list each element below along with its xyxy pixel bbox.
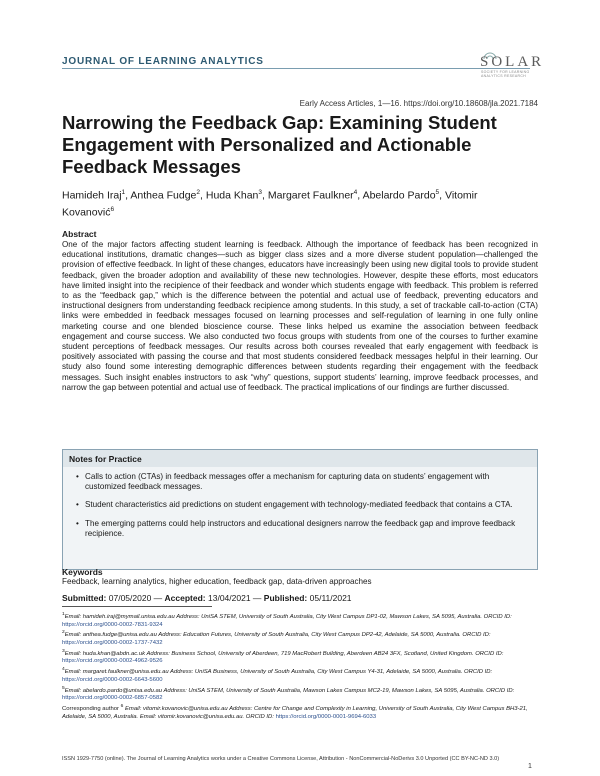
orcid-link[interactable]: https://orcid.org/0000-0002-6857-0582 bbox=[62, 695, 163, 702]
submitted-label: Submitted: bbox=[62, 593, 107, 603]
abstract-text: One of the major factors affecting student learning is feedback. Although the importance of feedback has been recognized in educational institutions, dramatic changes—such as bigger class sizes and a more diverse student population—challenged the provision of effective feedback. In light of these changes, educators have increasingly been using new digital tools to provide student feedback, given the broader adoption and availability of these new technologies. However, despite these efforts, most educators have limited insight into the recipience of their feedback and wonder which students engage with feedback. This problem is referred to as the “feedback gap,” which is the difference between the potential and actual use of feedback, preventing educators and instructional designers from understanding feedback recipience among students. In this study, a set of trackable call-to-action (CTA) links were embedded in feedback messages focused on learning processes and self-regulation of learning in one fully online marketing course and one blended bioscience course. These links helped us examine the association between feedback engagement and course success. We also conducted two focus groups with students from one of the courses to further examine student perceptions of feedback messages. Our results across both courses revealed that early engagement with feedback is positively associated with passing the course and that most students considered feedback messages helpful in their learning. Our study also found some interesting demographic differences between students regarding their engagement with the feedback messages. Such insight enables instructors to ask “why” questions, support students’ learning, improve feedback processes, and narrow the gap between potential and actual use of feedback. The practical implications of our findings are further discussed. bbox=[62, 240, 538, 392]
author-affiliation-marker: 5 bbox=[435, 189, 440, 196]
date-separator: — bbox=[151, 593, 165, 603]
author-affiliation-marker: 4 bbox=[353, 189, 358, 196]
author-separator: , bbox=[262, 189, 268, 202]
license-text: ISSN 1929-7750 (online). The Journal of Learning Analytics works under a Creative Commons License, Attribution - NonCommercial-NoDerivs 3.0 Unported (CC BY-NC-ND 3.0) bbox=[62, 756, 500, 762]
author-name: Huda Khan bbox=[205, 189, 259, 202]
notes-list bbox=[63, 472, 537, 547]
note-item: • The emerging patterns could help instructors and educational designers narrow the feedback gap and improve feedback recipience. bbox=[85, 519, 527, 539]
note-item: • Calls to action (CTAs) in feedback messages offer a mechanism for capturing data on students’ engagement with customized feedback messages. bbox=[85, 472, 527, 492]
published-label: Published: bbox=[263, 593, 308, 603]
accepted-label: Accepted: bbox=[164, 593, 206, 603]
author-separator: , bbox=[439, 189, 445, 202]
author-affiliation-marker: 3 bbox=[258, 189, 263, 196]
orcid-link[interactable]: https://orcid.org/0000-0002-7831-9324 bbox=[62, 621, 163, 628]
page-number: 1 bbox=[528, 763, 532, 770]
orcid-link[interactable]: https://orcid.org/0000-0002-6643-5600 bbox=[62, 676, 163, 683]
orcid-link[interactable]: https://orcid.org/0000-0002-1737-7432 bbox=[62, 640, 163, 647]
solar-logo bbox=[480, 48, 545, 78]
footnote: Corresponding author $^6$ Email: vitomir.kovanovic@unisa.edu.au Address: Centre for Change and Complexity in Learning, University of South Australia, City West Campus BH3-21, Adelaide, SA 5000, Australia. Email: vitomir.kovanovic@unisa.edu.au. ORCID ID: https://orcid.org/0000-0001-9694-6033 bbox=[62, 703, 528, 720]
keywords-heading: Keywords bbox=[62, 567, 103, 577]
author-list bbox=[62, 186, 532, 219]
note-item: • Student characteristics aid predictions on student engagement with technology-mediated feedback that contains a CTA. bbox=[85, 500, 527, 510]
author-affiliation-marker: 1 bbox=[121, 189, 126, 196]
author-name: Margaret Faulkner bbox=[267, 189, 354, 202]
published-date: 05/11/2021 bbox=[309, 593, 352, 603]
author-affiliation-marker: 2 bbox=[196, 189, 201, 196]
logo-subtitle: SOCIETY FOR LEARNING ANALYTICS RESEARCH bbox=[481, 70, 530, 78]
submitted-date: 07/05/2020 bbox=[108, 593, 152, 603]
author-separator: , bbox=[357, 189, 363, 202]
author-name: Vitomir Kovanović bbox=[62, 189, 478, 218]
notes-for-practice-box bbox=[62, 449, 538, 570]
author-name: Hamideh Iraj bbox=[62, 189, 122, 202]
footnote: $^5$Email: abelardo.pardo@unisa.edu.au Address: UniSA STEM, University of South Australia, Mawson Lakes Campus MC2-19, Mawson Lakes, SA 5095, Australia. ORCID ID: https://orcid.org/0000-0002-6857-0582 bbox=[62, 685, 515, 702]
footnote: $^2$Email: anthea.fudge@unisa.edu.au Address: Education Futures, University of South Australia, City West Campus DP2-42, Adelaide, SA 5000, Australia. ORCID ID: https://orcid.org/0000-0002-1737-7432 bbox=[62, 630, 491, 647]
logo-word: SOLAR bbox=[480, 54, 545, 70]
keywords-text: Feedback, learning analytics, higher education, feedback gap, data-driven approaches bbox=[62, 577, 372, 586]
footnote: $^1$Email: hamideh.iraj@mymail.unisa.edu.au Address: UniSA STEM, University of South Australia, City West Campus DP1-02, Mawson Lakes, SA 5095, Australia. ORCID ID: https://orcid.org/0000-0002-7831-9324 bbox=[62, 612, 512, 628]
author-name: Abelardo Pardo bbox=[362, 189, 436, 202]
date-separator: — bbox=[250, 593, 264, 603]
paper-title: Narrowing the Feedback Gap: Examining Student Engagement with Personalized and Actionable Feedback Messages bbox=[62, 112, 497, 177]
author-affiliation-marker: 6 bbox=[110, 205, 115, 213]
author-name: Anthea Fudge bbox=[130, 189, 197, 202]
orcid-link[interactable]: https://orcid.org/0000-0001-9694-6033 bbox=[275, 713, 377, 720]
accepted-date: 13/04/2021 bbox=[208, 593, 251, 603]
notes-heading: Notes for Practice bbox=[63, 450, 537, 467]
author-separator: , bbox=[200, 189, 206, 202]
footnote: $^3$Email: huda.khan@abdn.ac.uk Address: Business School, University of Aberdeen, 719 MacRobert Building, Aberdeen AB24 3FX, Scotland, United Kingdom. ORCID ID: https://orcid.org/0000-0002-4962-9526 bbox=[62, 648, 504, 665]
early-access-line: Early Access Articles, 1—16. https://doi.org/10.18608/jla.2021.7184 bbox=[299, 99, 538, 108]
footnotes bbox=[62, 611, 538, 721]
journal-name: JOURNAL OF LEARNING ANALYTICS bbox=[62, 56, 264, 67]
header-rule bbox=[62, 68, 530, 69]
abstract-heading: Abstract bbox=[62, 229, 97, 239]
footnote: $^4$Email: margaret.faulkner@unisa.edu.au Address: UniSA Business, University of South Australia, City West Campus Y4-31, Adelaide, SA 5000, Australia. ORCID ID: https://orcid.org/0000-0002-6643-5600 bbox=[62, 667, 493, 683]
footnote-rule bbox=[62, 606, 212, 607]
author-separator: , bbox=[125, 189, 131, 202]
submission-dates bbox=[62, 593, 352, 603]
orcid-link[interactable]: https://orcid.org/0000-0002-4962-9526 bbox=[62, 658, 163, 665]
